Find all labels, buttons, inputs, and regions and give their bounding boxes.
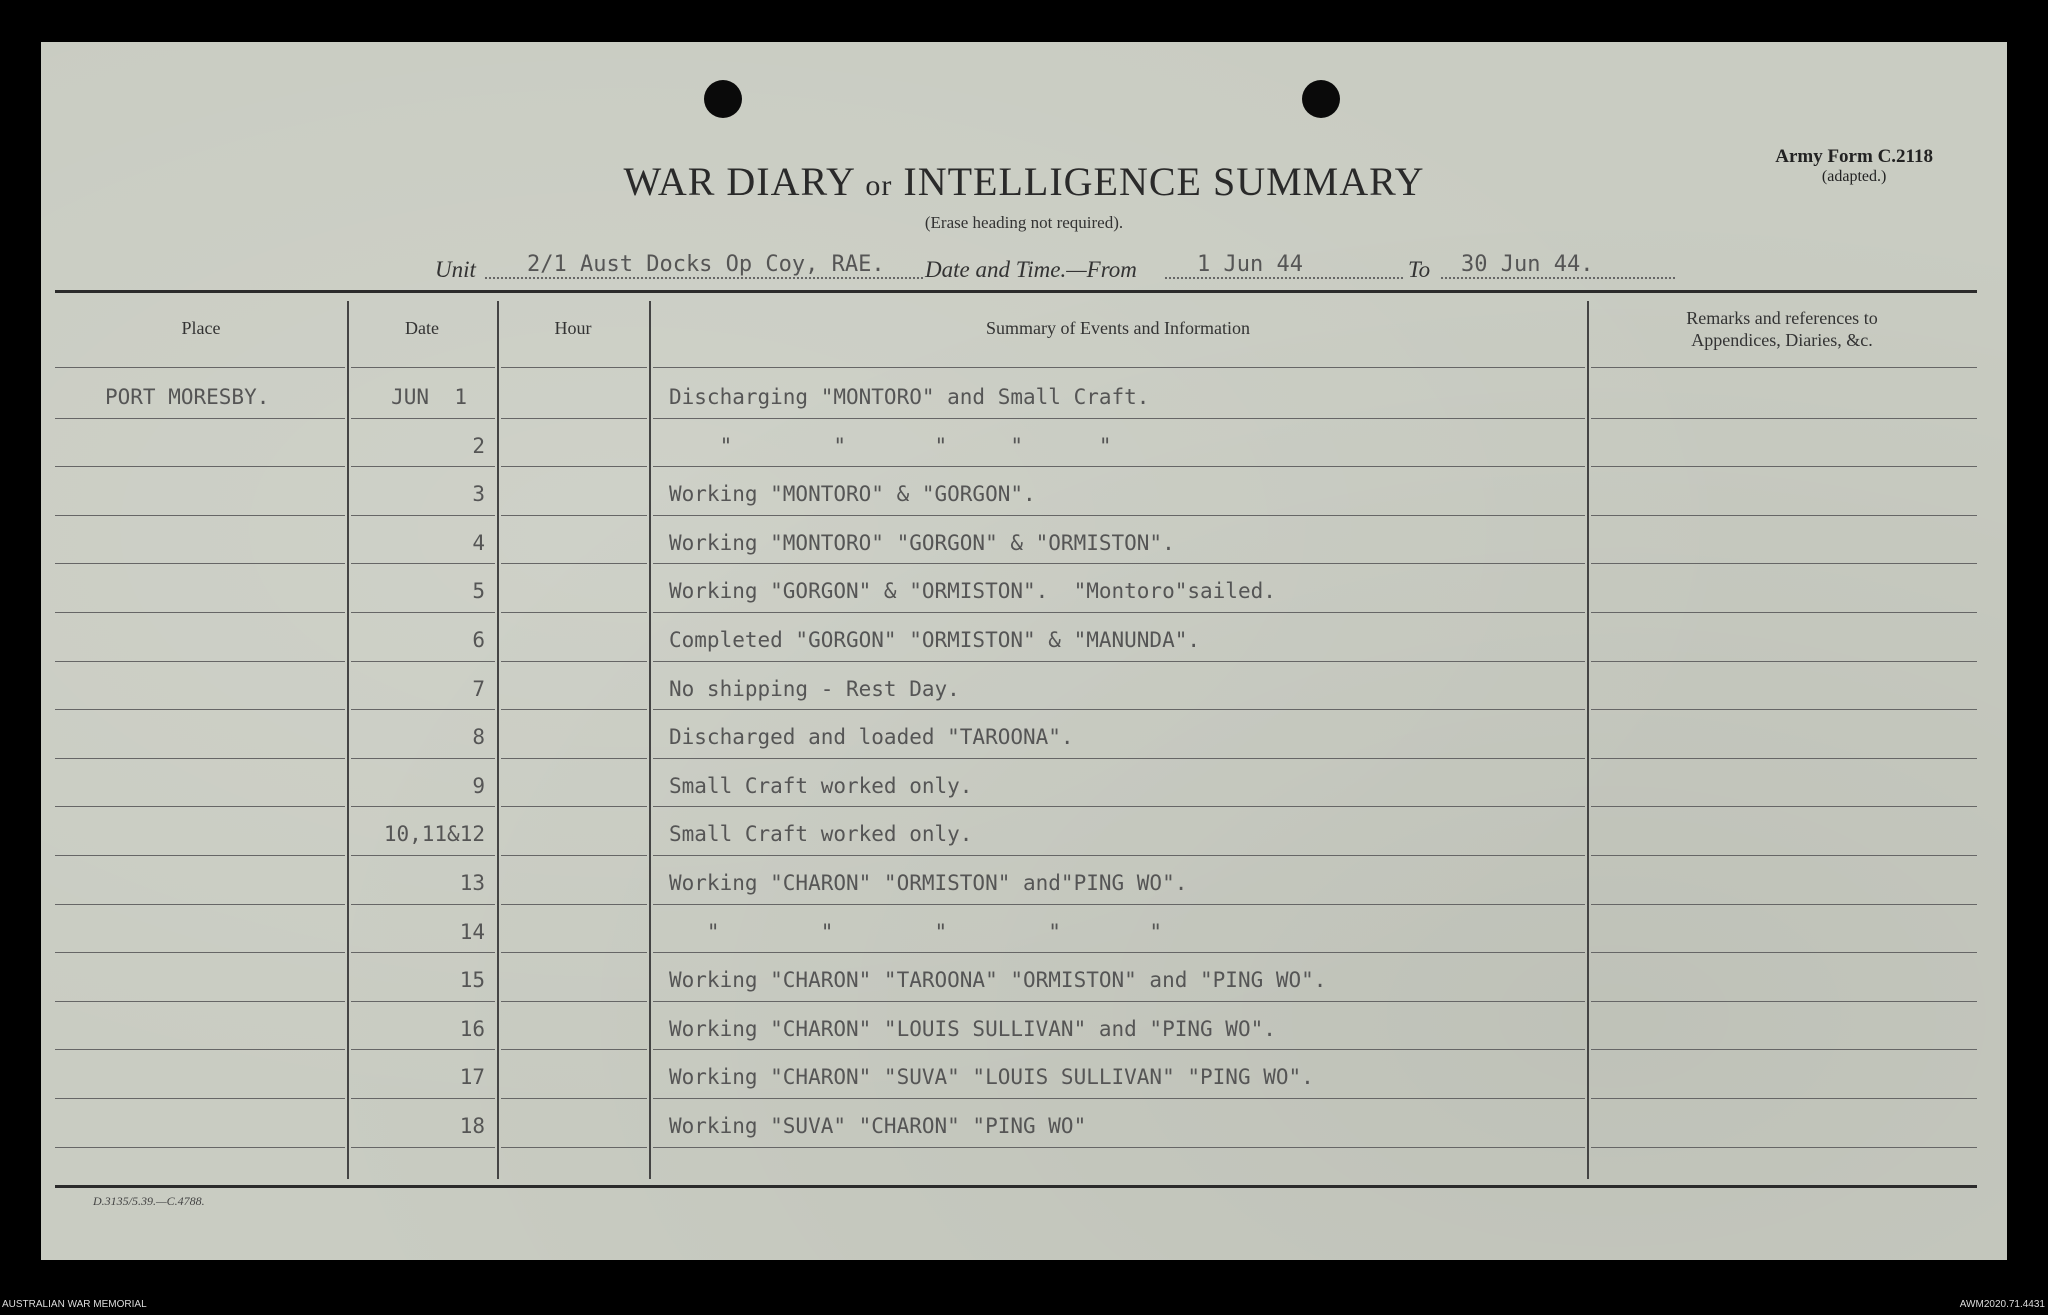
rule-line: [351, 466, 495, 467]
rule-line: [351, 1001, 495, 1002]
divider-hour-summary: [649, 301, 651, 1179]
rule-line: [1591, 1098, 1977, 1099]
rule-line: [351, 806, 495, 807]
row-date: 2: [472, 433, 485, 458]
rule-line: [351, 563, 495, 564]
rule-line: [501, 758, 647, 759]
date-time-label: Date and Time.—From: [925, 257, 1137, 282]
row-date: 14: [459, 919, 485, 944]
col-header-hour: Hour: [554, 318, 592, 338]
rule-line: [501, 612, 647, 613]
row-date: JUN 1: [391, 385, 467, 409]
rule-line: [1591, 855, 1977, 856]
page-title: [41, 158, 2007, 205]
row-date: 17: [459, 1065, 485, 1090]
rule-line: [501, 904, 647, 905]
rule-line: [55, 758, 345, 759]
row-date: 10,11&12: [383, 822, 485, 847]
unit-line: [435, 247, 1675, 287]
rule-line: [501, 1098, 647, 1099]
army-form-adapted: (adapted.): [1821, 168, 1887, 185]
rule-line: [653, 952, 1585, 953]
col-header-place: Place: [181, 318, 221, 338]
rule-line: [351, 1049, 495, 1050]
rule-line: [351, 1098, 495, 1099]
rule-line: [351, 904, 495, 905]
rule-line: [1591, 563, 1977, 564]
rule-line: [351, 612, 495, 613]
row-date: 7: [472, 676, 485, 701]
rule-line: [55, 661, 345, 662]
to-dotted-line: [1441, 277, 1675, 279]
remarks-header-line2: Appendices, Diaries, &c.: [1691, 330, 1873, 350]
row-place: PORT MORESBY.: [105, 385, 270, 409]
row-date: 8: [472, 725, 485, 750]
rule-line: [351, 758, 495, 759]
row-date: 5: [472, 579, 485, 604]
rule-line: [653, 612, 1585, 613]
rule-line: [1591, 367, 1977, 368]
rule-line: [55, 612, 345, 613]
rule-line: [55, 1147, 345, 1148]
rule-line: [501, 661, 647, 662]
row-date: 6: [472, 628, 485, 652]
punch-hole-left: [704, 80, 742, 118]
row-date: 16: [459, 1016, 485, 1041]
army-form-label: [1775, 146, 1933, 186]
rule-line: [501, 952, 647, 953]
rule-line: [501, 418, 647, 419]
unit-dotted-line: [485, 277, 923, 279]
rule-line: [55, 855, 345, 856]
rule-line: [653, 1098, 1585, 1099]
row-summary: " " " " ": [669, 433, 1112, 458]
row-date: 9: [472, 773, 485, 798]
rule-line: [351, 709, 495, 710]
rule-line: [351, 1147, 495, 1148]
to-value: 30 Jun 44.: [1461, 252, 1594, 277]
col-header-summary: Summary of Events and Information: [986, 318, 1250, 338]
row-summary: Discharged and loaded "TAROONA".: [669, 725, 1074, 750]
page-subtitle: (Erase heading not required).: [924, 213, 1124, 232]
rule-line: [653, 806, 1585, 807]
rule-line: [501, 855, 647, 856]
rule-line: [351, 952, 495, 953]
rule-line: [351, 367, 495, 368]
row-summary: Working "MONTORO" "GORGON" & "ORMISTON".: [669, 530, 1175, 555]
row-summary: No shipping - Rest Day.: [669, 676, 960, 701]
rule-line: [653, 661, 1585, 662]
rule-line: [501, 1049, 647, 1050]
rule-line: [501, 515, 647, 516]
col-header-remarks: [1587, 307, 1977, 351]
remarks-header-line1: Remarks and references to: [1686, 308, 1878, 328]
punch-hole-right: [1302, 80, 1340, 118]
row-date: 15: [459, 968, 485, 993]
row-summary: Small Craft worked only.: [669, 773, 973, 798]
rule-line: [55, 709, 345, 710]
row-date: 13: [459, 871, 485, 895]
rule-line: [653, 1001, 1585, 1002]
rule-line: [1591, 612, 1977, 613]
rule-line: [55, 952, 345, 953]
rule-line: [1591, 758, 1977, 759]
rule-line: [55, 904, 345, 905]
title-intelligence-summary: INTELLIGENCE SUMMARY: [903, 159, 1425, 204]
rule-line: [653, 855, 1585, 856]
rule-line: [501, 709, 647, 710]
rule-line: [1591, 466, 1977, 467]
rule-line: [1591, 952, 1977, 953]
row-summary: " " " " ": [669, 919, 1163, 944]
rule-line: [55, 418, 345, 419]
diary-sheet: [41, 42, 2007, 1260]
col-header-date: Date: [405, 318, 439, 338]
rule-line: [653, 904, 1585, 905]
row-date: 4: [472, 530, 485, 555]
row-summary: Working "MONTORO" & "GORGON".: [669, 482, 1036, 507]
rule-line: [351, 661, 495, 662]
army-form-number: Army Form C.2118: [1775, 146, 1933, 167]
rule-line: [1591, 515, 1977, 516]
rule-line: [653, 709, 1585, 710]
rule-line: [1591, 806, 1977, 807]
row-summary: Working "CHARON" "TAROONA" "ORMISTON" and "PING WO".: [669, 968, 1327, 993]
rule-line: [653, 1049, 1585, 1050]
rule-line: [653, 758, 1585, 759]
rule-line: [55, 563, 345, 564]
form-code: D.3135/5.39.—C.4788.: [93, 1194, 205, 1208]
rule-line: [1591, 709, 1977, 710]
row-summary: Working "CHARON" "SUVA" "LOUIS SULLIVAN" "PING WO".: [669, 1065, 1314, 1090]
divider-summary-remarks: [1587, 301, 1589, 1179]
from-dotted-line: [1165, 277, 1403, 279]
rule-line: [1591, 904, 1977, 905]
rule-line: [55, 1049, 345, 1050]
rule-line: [351, 855, 495, 856]
credit-right: AWM2020.71.4431: [1959, 1299, 2045, 1310]
row-summary: Discharging "MONTORO" and Small Craft.: [669, 385, 1150, 409]
unit-value: 2/1 Aust Docks Op Coy, RAE.: [527, 252, 885, 277]
to-label: To: [1408, 257, 1431, 282]
rule-line: [501, 1001, 647, 1002]
rule-line: [653, 1147, 1585, 1148]
title-war-diary: WAR DIARY: [623, 159, 855, 204]
rule-line: [55, 1098, 345, 1099]
diary-table: [55, 290, 1977, 1188]
row-summary: Working "SUVA" "CHARON" "PING WO": [669, 1114, 1087, 1138]
rule-line: [351, 515, 495, 516]
rule-line: [1591, 1001, 1977, 1002]
rule-line: [501, 563, 647, 564]
row-date: 18: [459, 1114, 485, 1138]
rule-line: [55, 806, 345, 807]
credit-left: AUSTRALIAN WAR MEMORIAL: [2, 1299, 147, 1310]
unit-label: Unit: [435, 257, 476, 282]
row-summary: Working "CHARON" "LOUIS SULLIVAN" and "PING WO".: [669, 1016, 1276, 1041]
rule-line: [351, 418, 495, 419]
row-summary: Completed "GORGON" "ORMISTON" & "MANUNDA".: [669, 628, 1201, 652]
rule-line: [1591, 418, 1977, 419]
rule-line: [653, 418, 1585, 419]
rule-line: [501, 367, 647, 368]
rule-line: [501, 466, 647, 467]
divider-date-hour: [497, 301, 499, 1179]
rule-line: [55, 466, 345, 467]
row-summary: Working "GORGON" & "ORMISTON". "Montoro"sailed.: [669, 579, 1276, 604]
row-summary: Small Craft worked only.: [669, 822, 973, 847]
rule-line: [1591, 1147, 1977, 1148]
rule-line: [653, 466, 1585, 467]
rule-line: [653, 515, 1585, 516]
rule-line: [1591, 1049, 1977, 1050]
rule-line: [653, 367, 1585, 368]
rule-line: [653, 563, 1585, 564]
rule-line: [501, 806, 647, 807]
rule-line: [55, 1001, 345, 1002]
title-or: or: [865, 169, 893, 202]
divider-place-date: [347, 301, 349, 1179]
rule-line: [55, 367, 345, 368]
from-value: 1 Jun 44: [1197, 252, 1303, 277]
row-date: 3: [472, 482, 485, 507]
rule-line: [501, 1147, 647, 1148]
row-summary: Working "CHARON" "ORMISTON" and"PING WO".: [669, 871, 1188, 895]
rule-line: [1591, 661, 1977, 662]
rule-line: [55, 515, 345, 516]
